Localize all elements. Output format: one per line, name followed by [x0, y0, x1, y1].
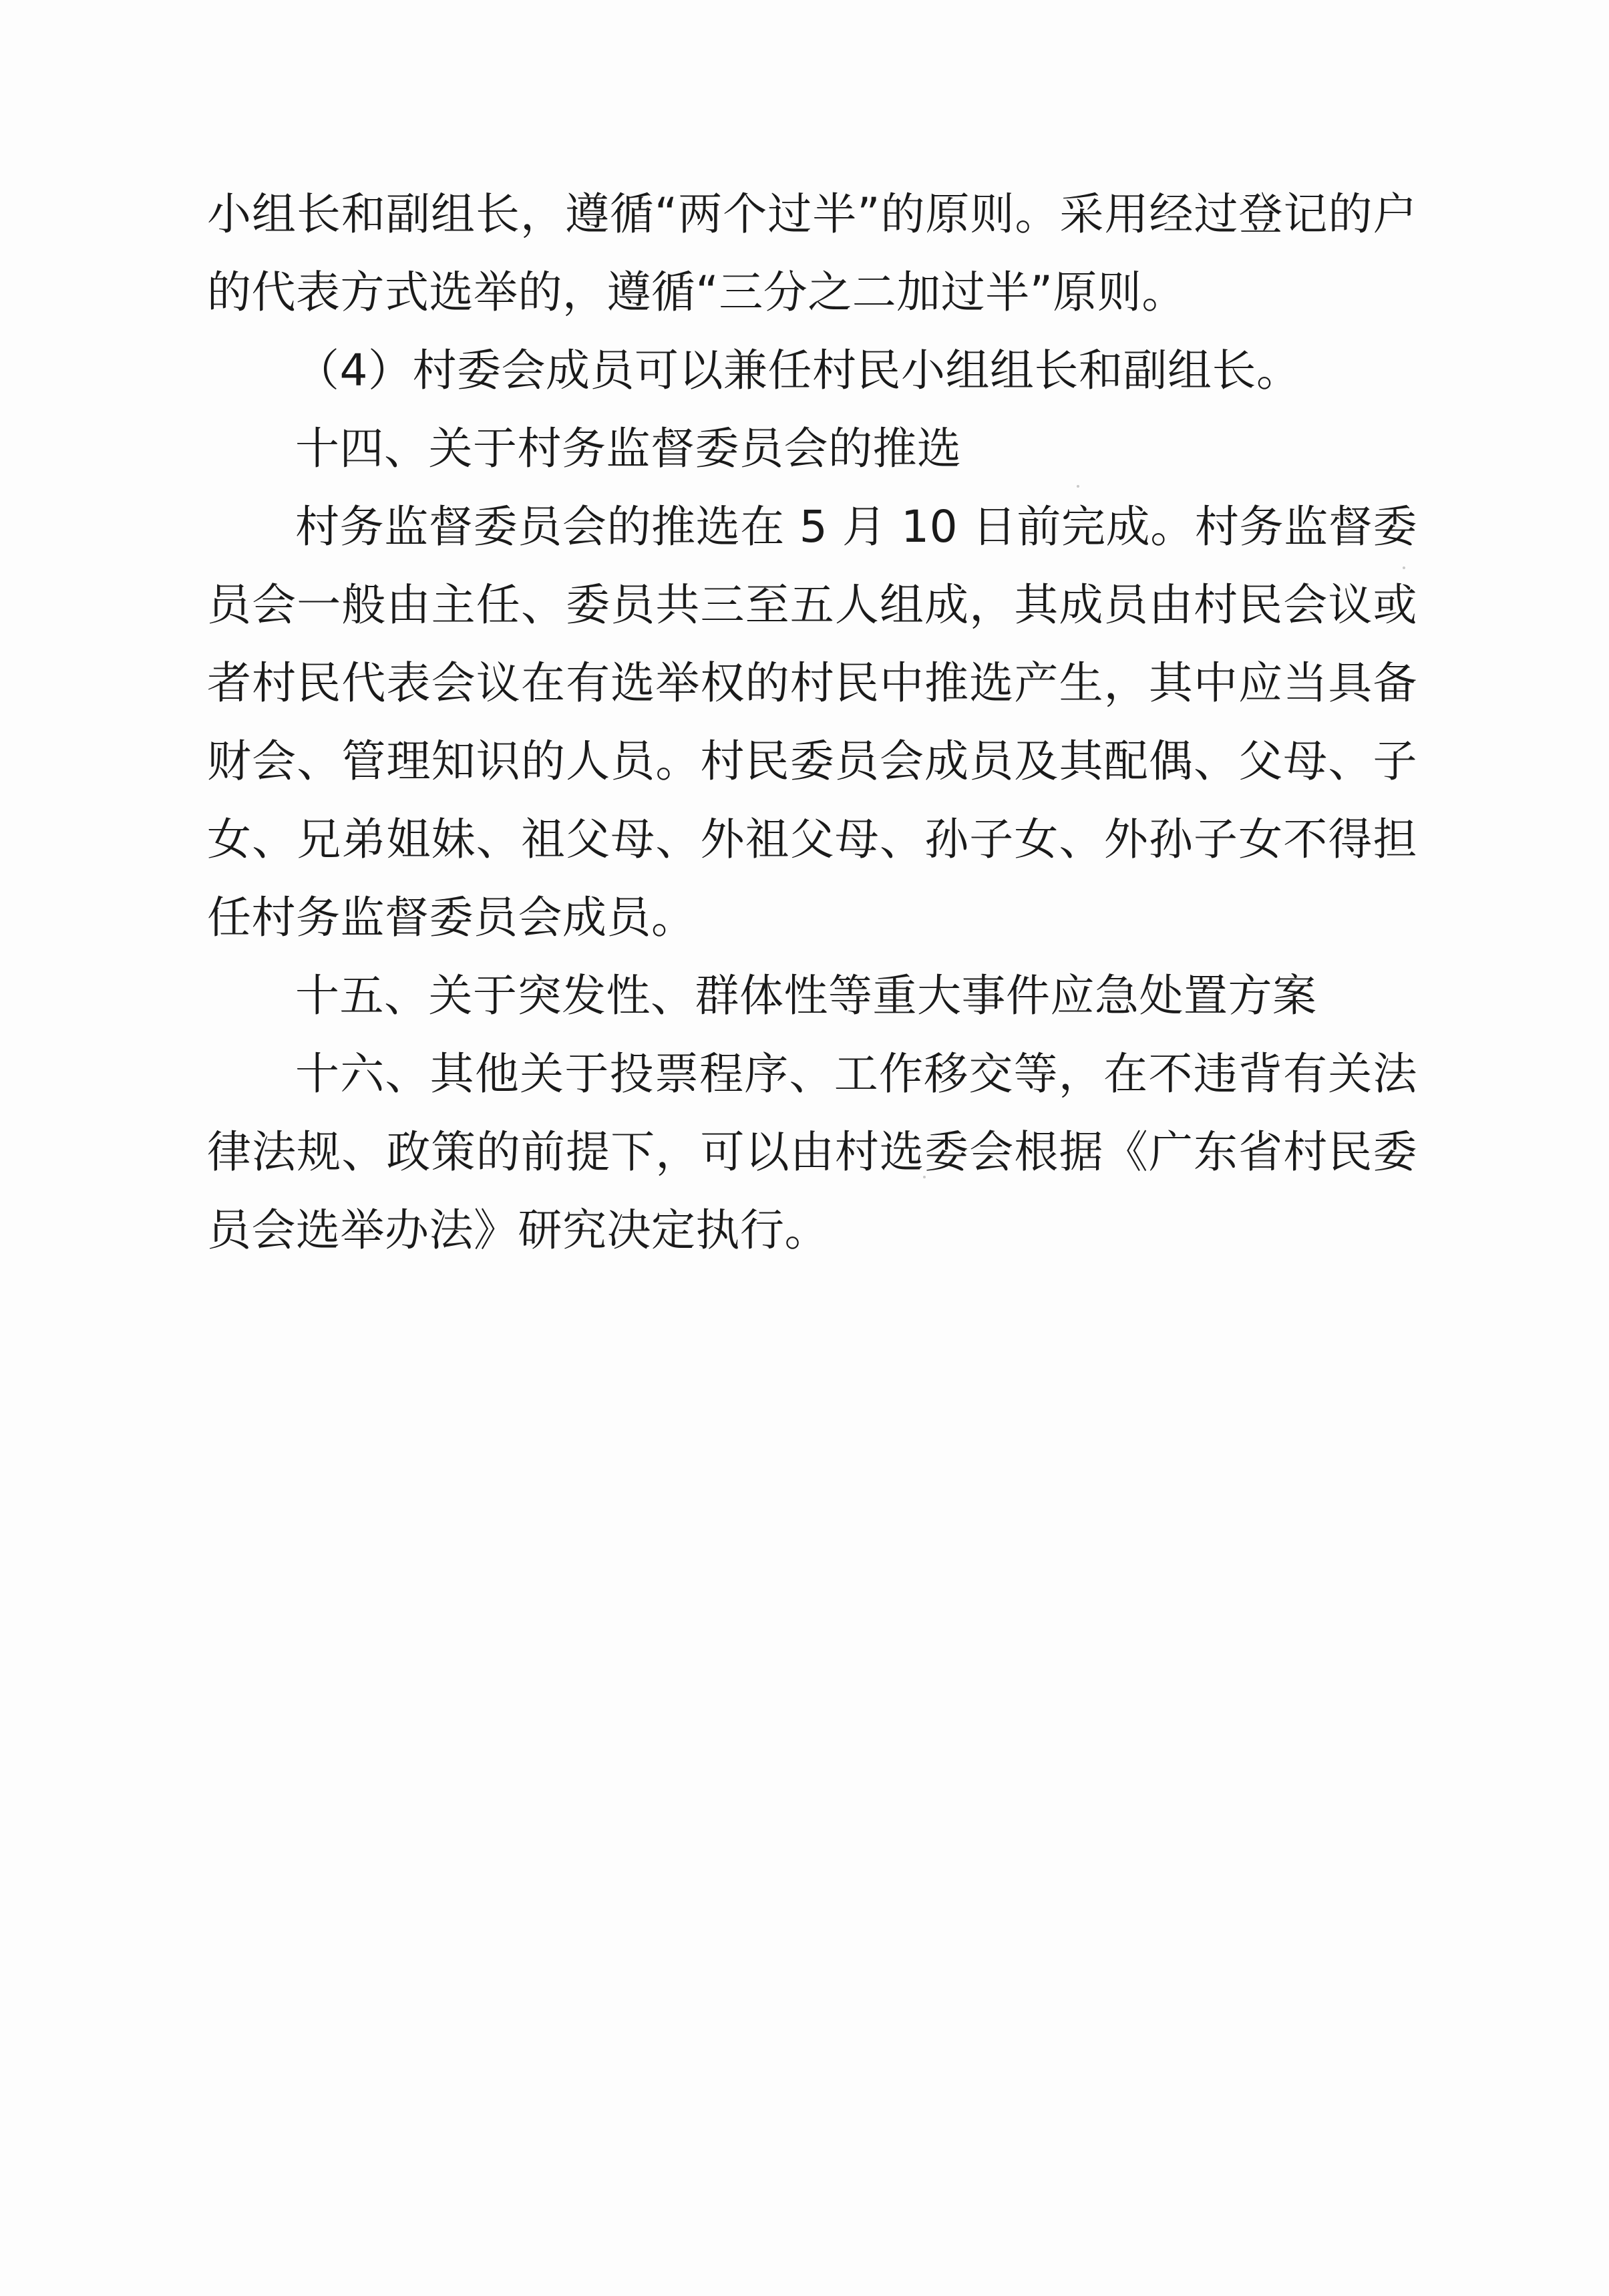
section-heading-16: 十六、其他关于投票程序、工作移交等，在不违背有关法律法规、政策的前提下，可以由村选委会根据《广东省村民委员会选举办法》研究决定执行。 [207, 1048, 1417, 1256]
paragraph-section-14-body: 村务监督委员会的推选在 5 月 10 日前完成。村务监督委员会一般由主任、委员共三至五人组成，其成员由村民会议或者村民代表会议在有选举权的村民中推选产生，其中应当具备财会、管理知识的人员。村民委员会成员及其配偶、父母、子女、兄弟姐妹、祖父母、外祖父母、孙子女、外孙子女不得担任村务监督委员会成员。 [207, 501, 1417, 943]
paragraph-continuation: 小组长和副组长，遵循“两个过半”的原则。采用经过登记的户的代表方式选举的，遵循“三分之二加过半”原则。 [207, 188, 1417, 318]
paragraph-item-4: （4）村委会成员可以兼任村民小组组长和副组长。 [295, 345, 1301, 396]
section-heading-15: 十五、关于突发性、群体性等重大事件应急处置方案 [295, 970, 1317, 1021]
document-body [207, 175, 1417, 1269]
section-heading-14: 十四、关于村务监督委员会的推选 [295, 423, 962, 474]
